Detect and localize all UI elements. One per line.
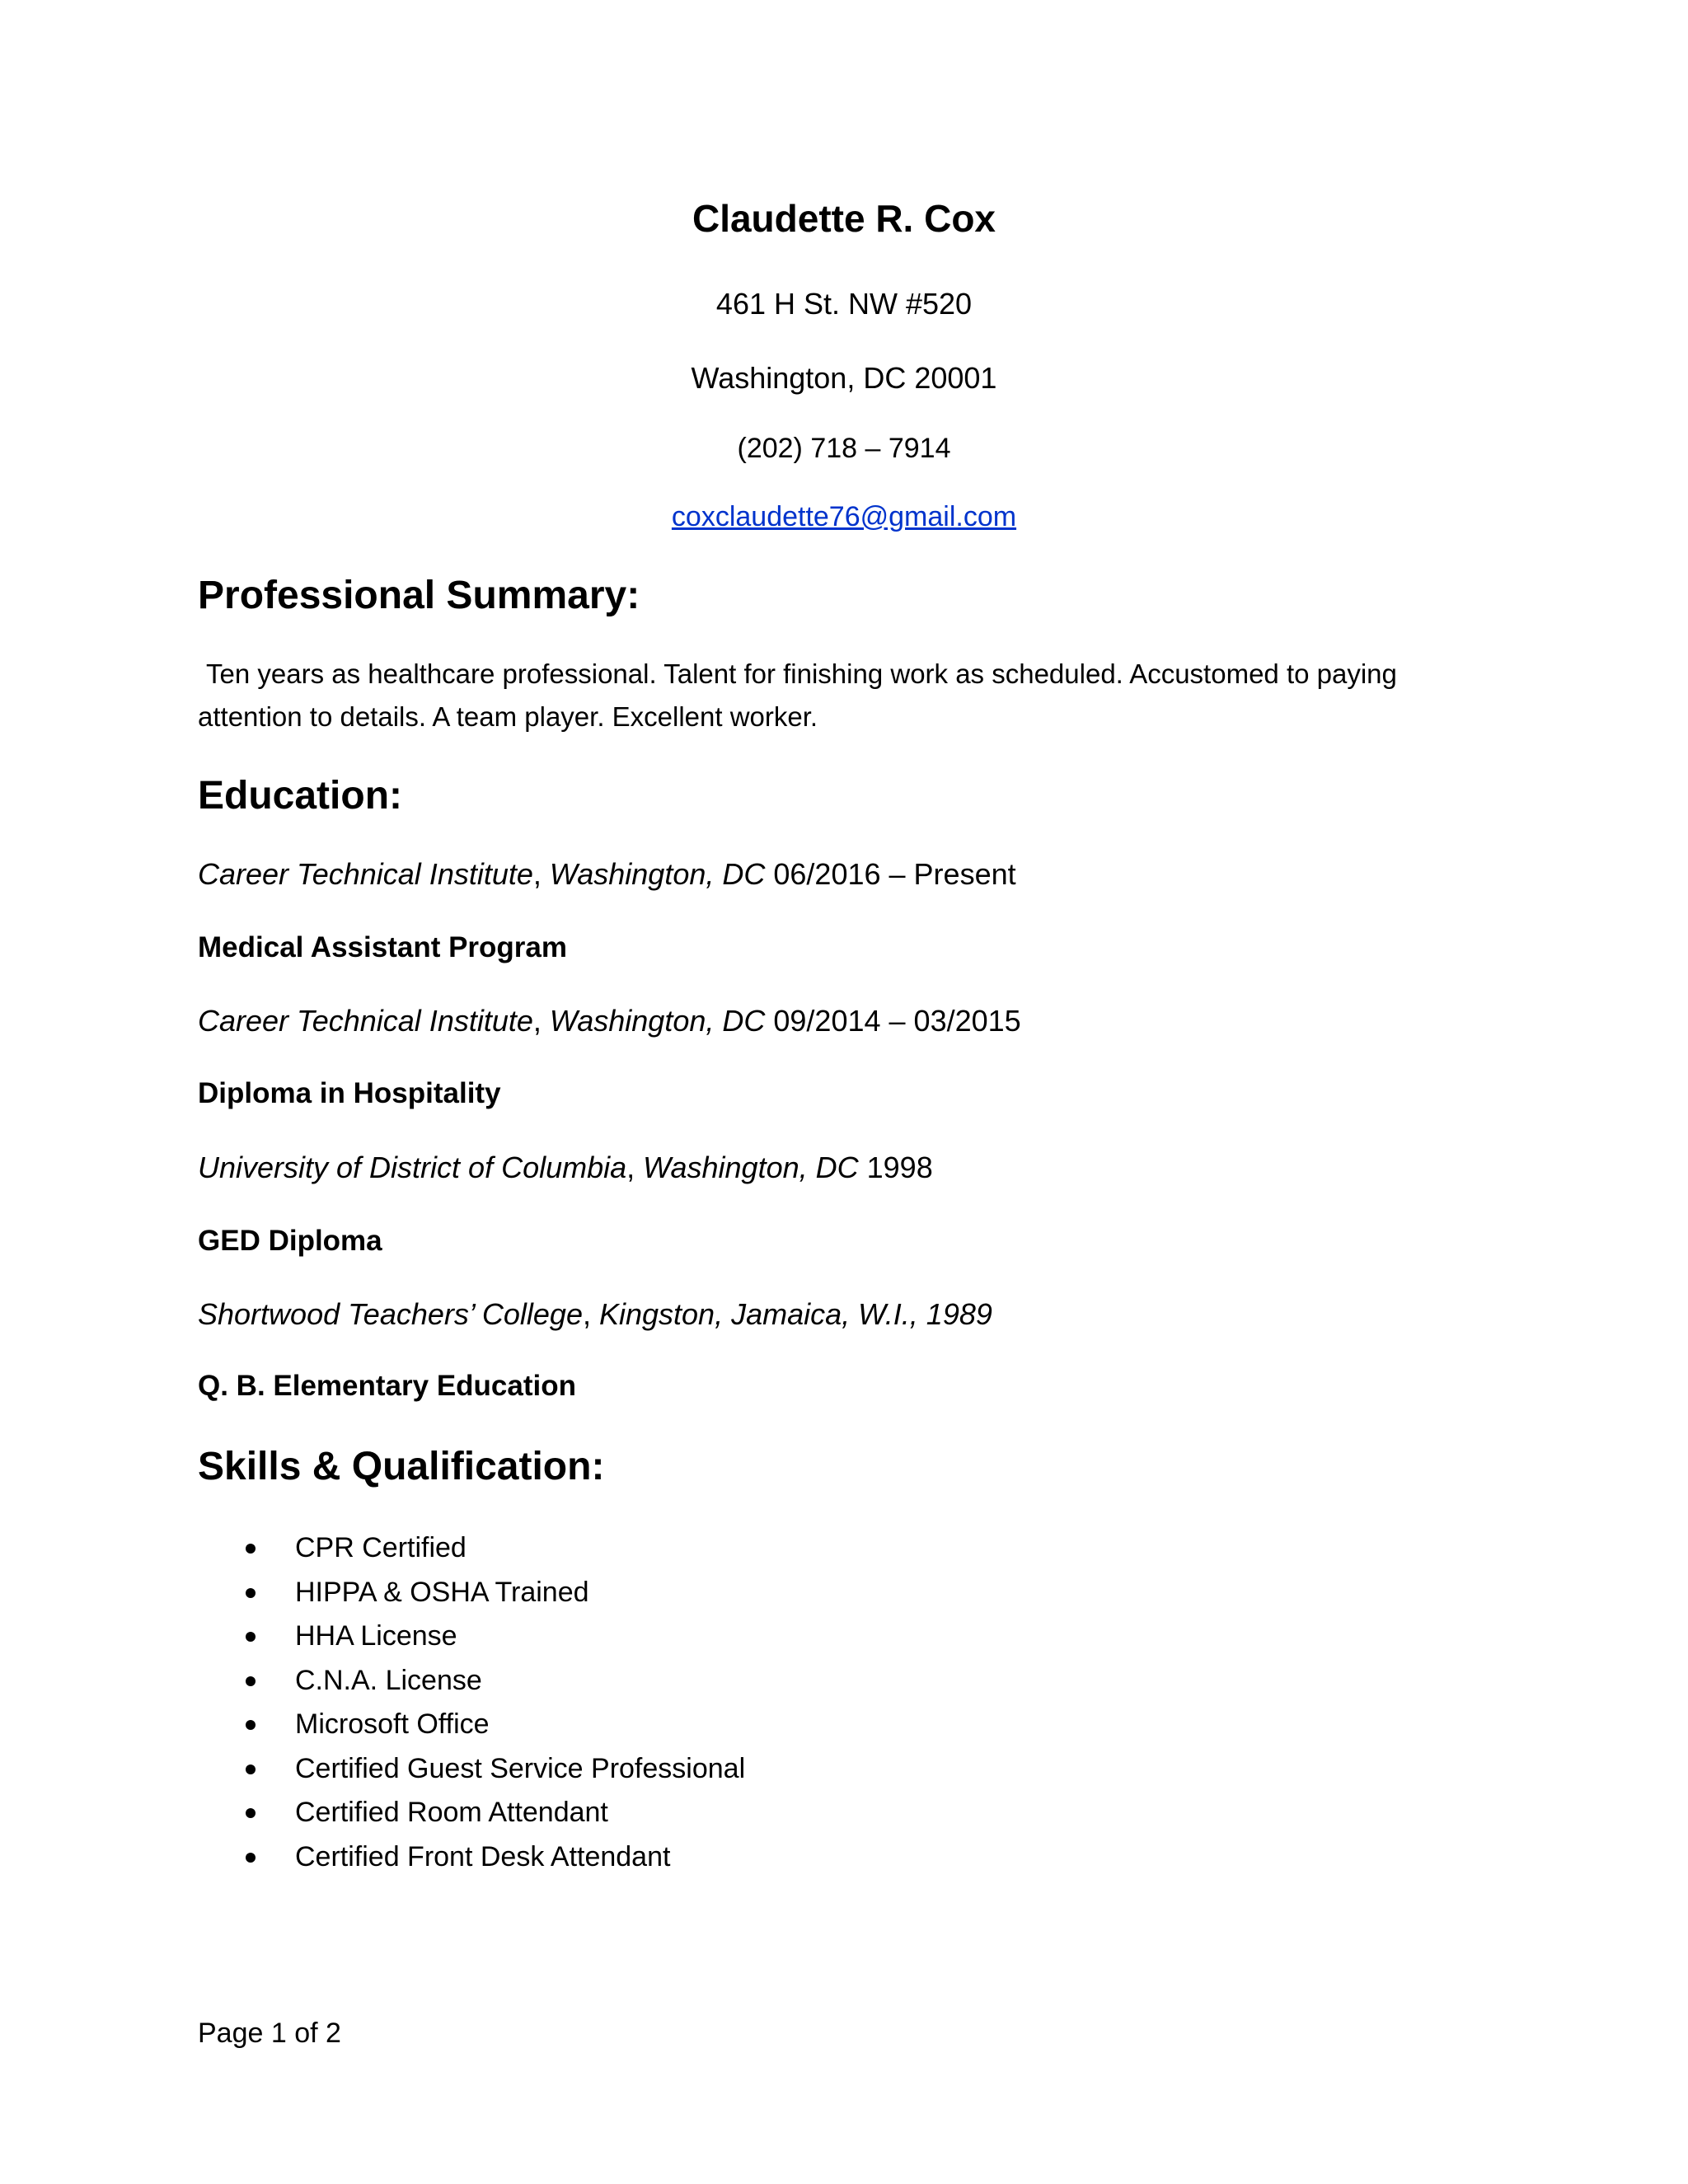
skill-item [198, 1747, 745, 1792]
skill-label: C.N.A. License [295, 1664, 482, 1696]
bullet-icon [246, 1720, 256, 1730]
education-entry-4-line: Shortwood Teachers’ College, Kingston, Jamaica, W.I., 1989 [198, 1297, 992, 1331]
skills-heading: Skills & Qualification: [198, 1445, 605, 1488]
address-line-2: Washington, DC 20001 [691, 361, 997, 395]
education-entry-2-line: Career Technical Institute, Washington, DC 09/2014 – 03/2015 [198, 1004, 1021, 1038]
bullet-icon [246, 1632, 256, 1642]
skill-label: Certified Room Attendant [295, 1797, 608, 1828]
skills-list [198, 1526, 745, 1879]
education-dates: 06/2016 – Present [773, 857, 1016, 891]
education-program: Diploma in Hospitality [198, 1077, 501, 1109]
skill-item [198, 1526, 745, 1571]
page-number: Page 1 of 2 [198, 2018, 341, 2049]
education-institution: Shortwood Teachers’ College [198, 1297, 583, 1331]
education-institution: Career Technical Institute [198, 1004, 533, 1038]
bullet-icon [246, 1765, 256, 1774]
education-location: Washington, DC [549, 857, 766, 891]
education-institution: University of District of Columbia [198, 1151, 627, 1184]
education-location: Kingston, Jamaica, W.I., 1989 [598, 1297, 992, 1331]
skill-item [198, 1659, 745, 1704]
education-institution: Career Technical Institute [198, 857, 533, 891]
education-location: Washington, DC [549, 1004, 766, 1038]
education-heading: Education: [198, 774, 402, 818]
skill-item [198, 1571, 745, 1615]
skill-label: Certified Front Desk Attendant [295, 1840, 671, 1872]
candidate-name: Claudette R. Cox [692, 197, 996, 240]
skill-label: Microsoft Office [295, 1708, 490, 1740]
skill-label: HIPPA & OSHA Trained [295, 1576, 589, 1608]
skill-item [198, 1615, 745, 1659]
education-program: GED Diploma [198, 1225, 382, 1257]
skill-item [198, 1703, 745, 1747]
skill-label: Certified Guest Service Professional [295, 1752, 746, 1784]
bullet-icon [246, 1544, 256, 1554]
summary-heading: Professional Summary: [198, 574, 640, 617]
skill-label: HHA License [295, 1620, 457, 1652]
bullet-icon [246, 1588, 256, 1598]
skill-label: CPR Certified [295, 1532, 467, 1563]
phone-number: (202) 718 – 7914 [737, 433, 951, 464]
bullet-icon [246, 1853, 256, 1863]
email-row [0, 501, 1688, 533]
education-program: Medical Assistant Program [198, 931, 568, 963]
education-location: Washington, DC [643, 1151, 859, 1184]
address-line-1: 461 H St. NW #520 [715, 287, 973, 321]
bullet-icon [246, 1676, 256, 1686]
education-entry-1-line: Career Technical Institute, Washington, DC 06/2016 – Present [198, 857, 1016, 891]
email-link[interactable]: coxclaudette76@gmail.com [671, 501, 1017, 532]
summary-text: Ten years as healthcare professional. Talent for finishing work as scheduled. Accustomed to paying attention to details. A team player. Excellent worker. [198, 658, 1397, 732]
skill-item [198, 1835, 745, 1880]
bullet-icon [246, 1808, 256, 1818]
education-entry-3-line: University of District of Columbia, Washington, DC 1998 [198, 1151, 933, 1184]
education-dates: 1998 [866, 1151, 933, 1184]
skill-item [198, 1791, 745, 1835]
education-program: Q. B. Elementary Education [198, 1370, 576, 1402]
education-dates: 09/2014 – 03/2015 [773, 1004, 1021, 1038]
